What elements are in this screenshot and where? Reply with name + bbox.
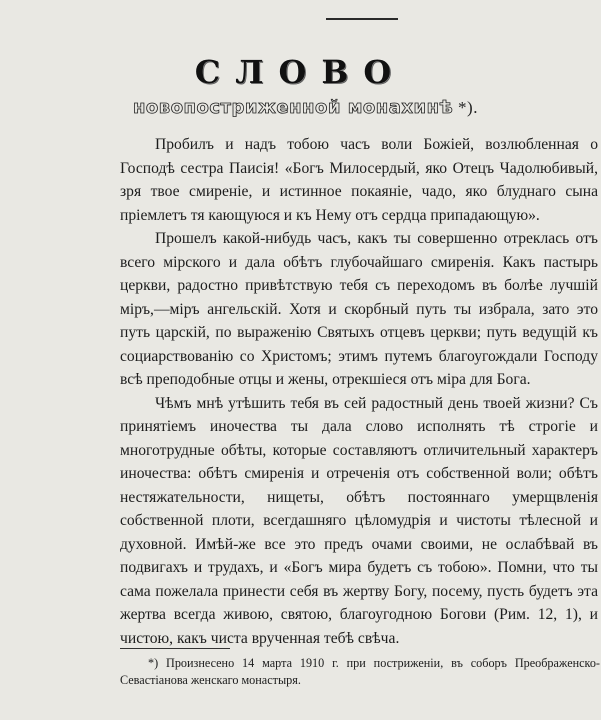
body-text <box>120 133 598 650</box>
footnote-marker: *). <box>453 98 478 117</box>
paragraph-3: Чѣмъ мнѣ утѣшить тебя въ сей радостный день твоей жизни? Съ принятіемъ иночества ты дала слово исполнять тѣ строгіе и многотрудные обѣты, которые составляютъ отличительный характеръ иночества: обѣтъ смиренія и отреченія отъ собственной воли; обѣтъ нестяжательности, нищеты, обѣтъ постояннаго умерщвленія собственной плоти, всегдашняго цѣломудрія и чистоты тѣлесной и духовной. Имѣй-же все это предъ очами своими, не ослабѣвай въ подвигахъ и трудахъ, и «Богъ мира будетъ съ тобою». Помни, что ты сама пожелала принести себя въ жертву Богу, посему, пусть будетъ эта жертва всегда живою, святою, благоугодною Богови (Рим. 12, 1), и чистою, какъ чиста врученная тебѣ свѣча. <box>120 394 598 647</box>
paragraph-2: Прошелъ какой-нибудь часъ, какъ ты совершенно отреклась отъ всего мірского и дала обѣтъ глубочайшаго смиренія. Какъ пастырь церкви, радостно привѣтствую тебя съ переходомъ въ болѣе лучшій міръ,—міръ ангельскій. Хотя и скорбный путь ты избрала, зато это путь царскій, по выраженію Святыхъ отцевъ церкви; путь ведущій къ социарствованію со Христомъ; этимъ путемъ благоугождали Господу всѣ преподобные отцы и жены, отрекшіеся отъ міра для Бога. <box>120 230 598 388</box>
top-rule <box>326 18 398 20</box>
paragraph-1: Пробилъ и надъ тобою часъ воли Божіей, возлюбленная о Господѣ сестра Паисія! «Богъ Милосердый, яко Отецъ Чадолюбивый, зря твое смиреніе, и истинное покаяніе, чадо, яко блуднаго сына пріемлетъ тя кающуюся и къ Нему отъ сердца припадающую». <box>120 136 598 224</box>
footnote-rule <box>120 648 230 649</box>
footnote: *) Произнесено 14 марта 1910 г. при постриженіи, въ соборъ Преображенско-Севастіанова женскаго монастыря. <box>120 656 600 687</box>
subtitle-text: новопостриженной монахинѣ <box>133 97 454 118</box>
page-title: СЛОВО <box>194 53 407 91</box>
subtitle <box>133 97 478 118</box>
